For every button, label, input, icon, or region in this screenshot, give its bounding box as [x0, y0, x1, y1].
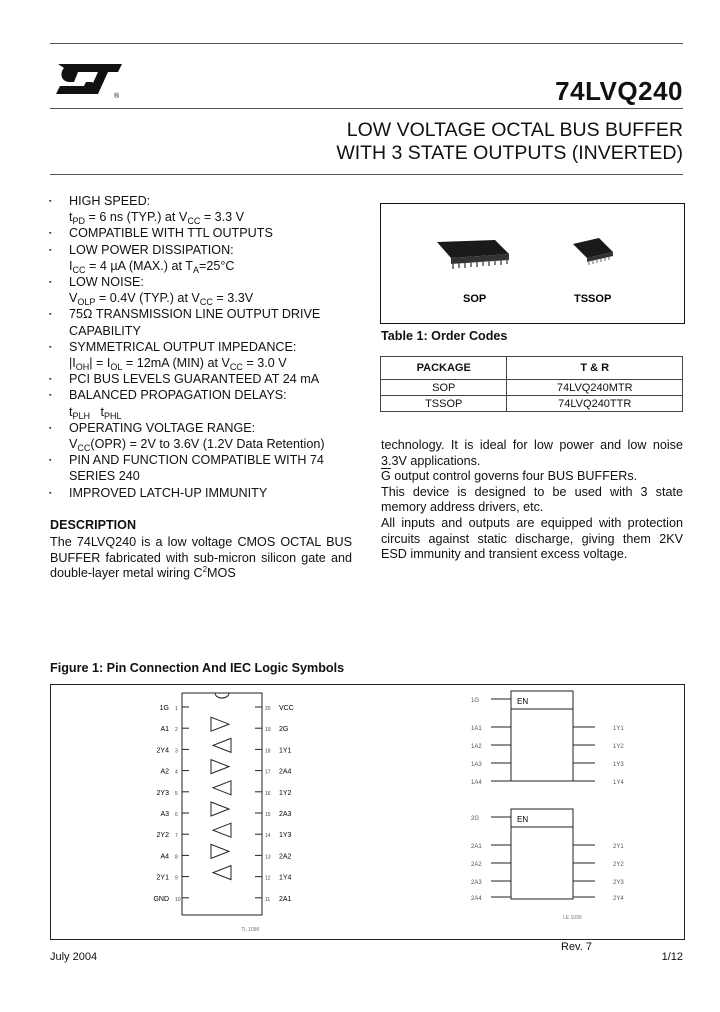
buffer-gate [213, 866, 231, 880]
table-header: T & R [507, 357, 683, 380]
registered-mark: ® [114, 93, 120, 100]
pin-label-right: 1Y4 [279, 874, 292, 882]
iec-output-label: 2Y1 [613, 844, 624, 850]
iec-input-label: 1A1 [471, 726, 482, 732]
pin-label-left: 2Y3 [156, 789, 169, 797]
feature-low-noise: ▪ LOW NOISE: $V_{OLP} = 0.4V$ (TYP.) at $V_{CC} = 3.3V$ [49, 274, 354, 306]
pin-number-left: 2 [175, 727, 178, 734]
iec-input-label: 1A2 [471, 744, 482, 750]
iec-input-label: 2A1 [471, 844, 482, 850]
pin-number-right: 15 [265, 812, 271, 818]
order-table-caption: Table 1: Order Codes [381, 329, 508, 343]
feature-ttl: ▪ COMPATIBLE WITH TTL OUTPUTS [49, 225, 354, 241]
buffer-gate [211, 760, 229, 774]
pin-label-right: 1Y2 [279, 789, 292, 797]
sop-package [437, 240, 509, 305]
iec-output-label: 1Y4 [613, 780, 624, 786]
iec-input-label: 2A3 [471, 880, 482, 886]
iec-output-label: 2Y2 [613, 862, 624, 868]
pin-label-right: 2A1 [279, 895, 292, 903]
feature-delays: ▪ BALANCED PROPAGATION DELAYS: $t_{PLH}$ $t_{PHL}$ [49, 387, 354, 419]
table-cell: 74LVQ240TTR [507, 396, 683, 412]
pin-number-left: 5 [175, 790, 178, 797]
top-rule [50, 43, 683, 44]
pin-number-left: 9 [175, 875, 178, 882]
iec-output-label: 1Y3 [613, 762, 624, 768]
buffer-gate [211, 844, 229, 858]
table-header-row [381, 357, 683, 380]
sop-label: SOP [463, 293, 487, 305]
title-line-1: LOW VOLTAGE OCTAL BUS BUFFER [346, 119, 683, 141]
pin-number-right: 12 [265, 875, 271, 882]
feature-line-drive: ▪ 75Ω TRANSMISSION LINE OUTPUT DRIVE CAPABILITY [49, 306, 354, 338]
pin-label-left: 2Y2 [156, 832, 169, 840]
iec-input-label: 2G [471, 816, 480, 822]
pin-label-left: 2Y1 [156, 874, 169, 882]
iec-output-label: 1Y2 [613, 744, 624, 750]
buffer-gate [213, 738, 231, 752]
pin-label-right: 2A4 [279, 768, 292, 776]
feature-latchup: ▪ IMPROVED LATCH-UP IMMUNITY [49, 485, 354, 501]
pin-number-left: 3 [175, 748, 178, 755]
iec-en-label-2: EN [517, 815, 529, 824]
pin-number-left: 6 [175, 812, 178, 818]
pin-label-left: 2Y4 [156, 747, 169, 755]
feature-impedance: ▪ SYMMETRICAL OUTPUT IMPEDANCE: $|I_{OH}| = I_{OL} = 12mA$ (MIN) at $V_{CC} = 3.0$ V [49, 339, 354, 371]
figure-box [50, 684, 685, 940]
table-cell: 74LVQ240MTR [507, 380, 683, 396]
feature-compatible: ▪ PIN AND FUNCTION COMPATIBLE WITH 74 SERIES 240 [49, 452, 354, 484]
buffer-gate [211, 717, 229, 731]
pin-label-left: A2 [160, 768, 169, 776]
table-row [381, 380, 683, 396]
pin-number-right: 14 [265, 833, 271, 840]
pin-number-right: 19 [265, 727, 271, 734]
buffer-gate [213, 823, 231, 837]
description-heading: DESCRIPTION [50, 518, 137, 532]
st-logo [50, 52, 130, 102]
pin-connection-diagram [51, 685, 684, 939]
pin-label-right: VCC [279, 705, 294, 712]
part-number: 74LVQ240 [555, 76, 683, 106]
pin-label-right: 2G [279, 726, 289, 734]
package-box [380, 203, 685, 324]
footer-page: 1/12 [661, 951, 683, 963]
iec-input-label: 1A3 [471, 762, 482, 768]
pin-label-right: 1Y3 [279, 832, 292, 840]
tssop-label: TSSOP [574, 293, 612, 305]
description-para-4: This device is designed to be used with 3 state memory address drivers, etc. [381, 484, 683, 515]
right-figure-code: LE 1099 [563, 915, 582, 921]
buffer-gate [211, 802, 229, 816]
pin-number-right: 13 [265, 854, 271, 861]
pin-label-left: A3 [160, 811, 169, 818]
iec-output-label: 1Y1 [613, 726, 624, 732]
title-line-2: WITH 3 STATE OUTPUTS (INVERTED) [336, 142, 683, 164]
description-continued [381, 438, 683, 563]
pin-connection-symbol [153, 693, 293, 915]
description-para-5: All inputs and outputs are equipped with protection circuits against static discharge, giving them 2KV ESD immunity and transient excess voltage. [381, 515, 683, 562]
left-figure-code: TL 1098 [241, 927, 260, 933]
footer-date: July 2004 [50, 951, 98, 963]
pin-label-right: 2A2 [279, 853, 292, 861]
figure-caption: Figure 1: Pin Connection And IEC Logic Symbols [50, 661, 345, 675]
pin-number-right: 20 [265, 706, 271, 712]
pin-number-right: 16 [265, 790, 271, 797]
pin-label-right: 2A3 [279, 811, 292, 818]
iec-input-label: 1A4 [471, 780, 482, 786]
table-cell: SOP [381, 380, 507, 396]
table-header: PACKAGE [381, 357, 507, 380]
pin-label-left: A4 [160, 853, 169, 861]
buffer-gate [213, 781, 231, 795]
iec-input-label: 1G [471, 698, 480, 704]
order-codes-table [380, 356, 683, 412]
iec-en-label: EN [517, 697, 529, 706]
iec-output-label: 2Y3 [613, 880, 624, 886]
pin-number-left: 7 [175, 833, 178, 840]
title-bottom-rule [50, 174, 683, 175]
iec-input-label: 2A4 [471, 896, 482, 902]
package-illustrations [381, 204, 684, 323]
pin-label-left: 1G [159, 705, 169, 712]
feature-high-speed: ▪ HIGH SPEED: $t_{PD} = 6$ ns (TYP.) at $V_{CC} = 3.3$ V [49, 193, 354, 225]
pin-number-right: 17 [265, 769, 271, 776]
pin-label-right: 1Y1 [279, 747, 292, 755]
table-row [381, 396, 683, 412]
table-cell: TSSOP [381, 396, 507, 412]
iec-input-label: 2A2 [471, 862, 482, 868]
pin-label-left: GND [153, 895, 169, 903]
title-rule [50, 108, 683, 109]
iec-logic-symbol [471, 691, 624, 902]
pin-number-left: 8 [175, 854, 178, 861]
pin-number-left: 4 [175, 769, 178, 776]
feature-low-power: ▪ LOW POWER DISSIPATION: $I_{CC} = 4$ µA (MAX.) at $T_A=25^\circ C$ [49, 242, 354, 274]
pin-number-left: 1 [175, 706, 178, 712]
description-para-2: technology. It is ideal for low power and low noise 3.3V applications. [381, 438, 683, 468]
pin-number-right: 18 [265, 748, 271, 755]
pin-number-right: 11 [265, 896, 271, 903]
feature-voltage: ▪ OPERATING VOLTAGE RANGE: $V_{CC}(OPR) = 2V$ to 3.6V (1.2V Data Retention) [49, 420, 354, 452]
pin-label-left: A1 [160, 726, 169, 734]
iec-output-label: 2Y4 [613, 896, 624, 902]
description-para-1: The 74LVQ240 is a low voltage CMOS OCTAL BUS BUFFER fabricated with sub-micron silicon gate and double-layer metal wiring $C^2MOS$ [50, 535, 352, 581]
footer-revision: Rev. 7 [561, 941, 592, 953]
tssop-package [573, 238, 613, 305]
description-para-3: $\overline{G}$ output control governs four BUS BUFFERs. [381, 469, 638, 484]
features-list [49, 193, 354, 501]
pin-number-left: 10 [175, 896, 181, 903]
feature-pci: ▪ PCI BUS LEVELS GUARANTEED AT 24 mA [49, 371, 354, 387]
